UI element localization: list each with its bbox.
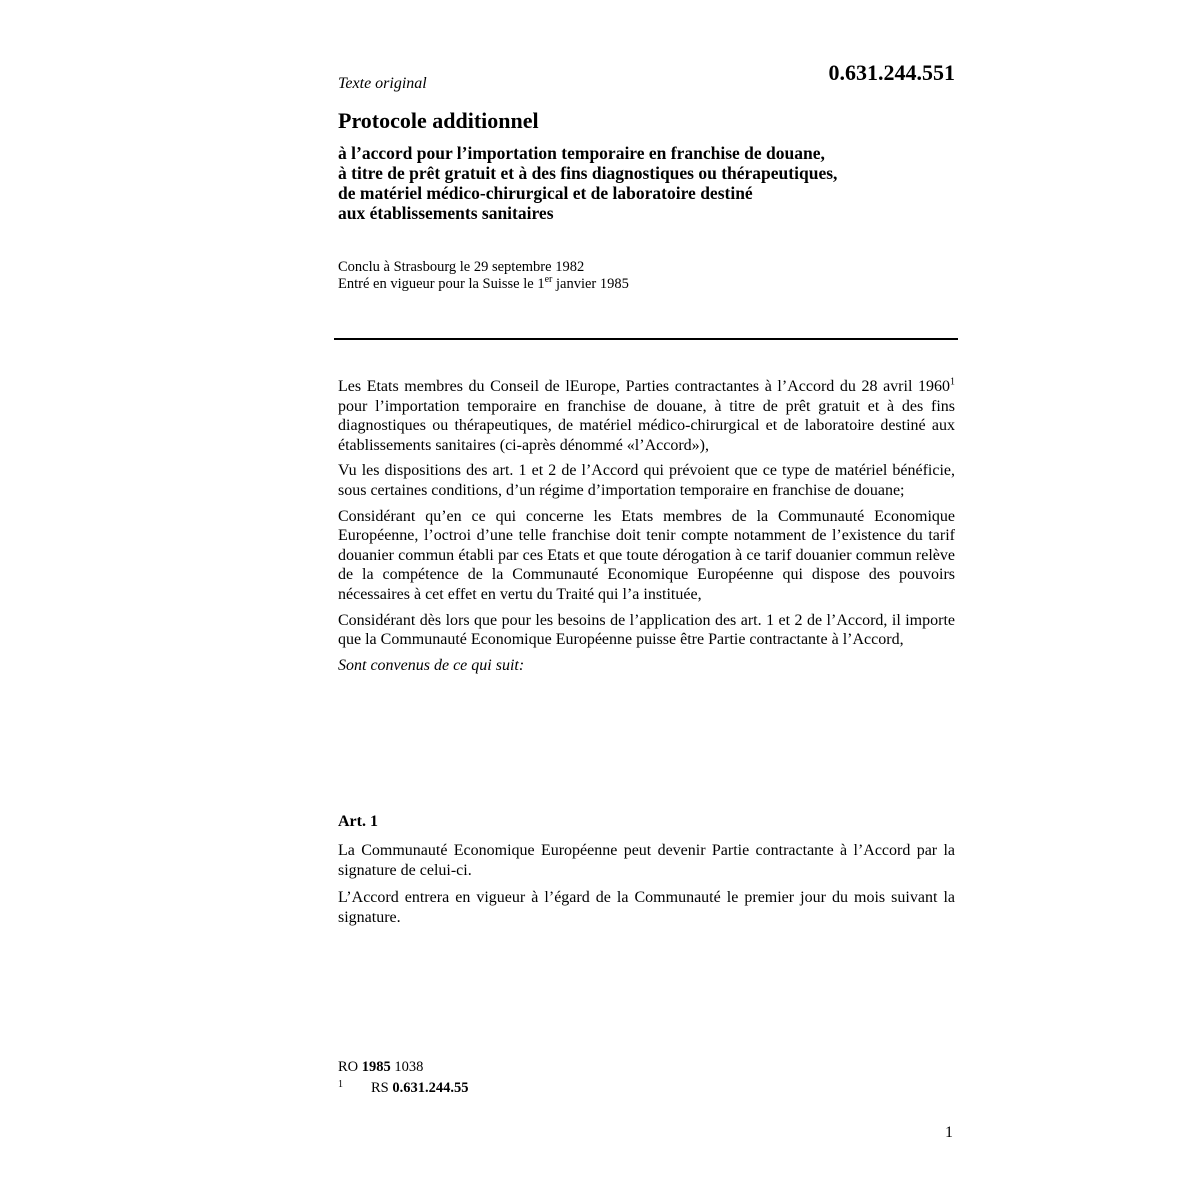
preamble-paragraph: Considérant qu’en ce qui concerne les Etats membres de la Communauté Economique Européenne, l’octroi d’une telle franchise doit tenir compte notamment de l’existence du tarif douanier commun établi par ces Etats et que toute dérogation à ce tarif douanier commun relève de la compétence de la Communauté Economique Européenne qui dispose des pouvoirs nécessaires à cet effet en vertu du Traité qui l’a instituée, [338,507,955,603]
footnote-mark: 1 [338,1079,343,1090]
preamble-paragraph: Considérant dès lors que pour les besoins de l’application des art. 1 et 2 de l’Accord, il importe que la Communauté Economique Européenne puisse être Partie contractante à l’Accord, [338,611,955,649]
document-meta [338,259,629,293]
entry-suffix: janvier 1985 [552,276,629,292]
preamble-text: Les Etats membres du Conseil de lEurope, Parties contractantes à l’Accord du 28 avril 1960 [338,378,950,395]
concluded-date: Conclu à Strasbourg le 29 septembre 1982 [338,259,585,275]
article-paragraph: L’Accord entrera en vigueur à l’égard de la Communauté le premier jour du mois suivant la signature. [338,889,955,926]
subtitle-line: à titre de prêt gratuit et à des fins diagnostiques ou thérapeutiques, [338,163,838,183]
ro-reference [338,1059,423,1076]
preamble-text: pour l’importation temporaire en franchise de douane, à titre de prêt gratuit et à des fins diagnostiques ou thérapeutiques, de matériel médico-chirurgical et de laboratoire destiné aux établissements sanitaires (ci-après dénommé «l’Accord»), [338,397,955,454]
document-subtitle [338,143,978,223]
footnote [338,1080,469,1097]
preamble [338,377,955,681]
subtitle-line: à l’accord pour l’importation temporaire en franchise de douane, [338,143,825,163]
preamble-paragraph [338,377,955,455]
preamble-closing: Sont convenus de ce qui suit: [338,656,525,674]
entry-prefix: Entré en vigueur pour la Suisse le 1 [338,276,545,292]
ro-year: 1985 [361,1059,391,1075]
preamble-paragraph: Vu les dispositions des art. 1 et 2 de l’Accord qui prévoient que ce type de matériel bénéficie, sous certaines conditions, d’un régime d’importation temporaire en franchise de douane; [338,462,955,499]
article-paragraph: La Communauté Economique Européenne peut devenir Partie contractante à l’Accord par la signature de celui-ci. [338,842,955,879]
article-1-heading: Art. 1 [338,813,378,830]
entry-superscript: er [544,274,553,286]
footnote-rs-number[interactable]: 0.631.244.55 [392,1080,469,1096]
original-text-label: Texte original [338,75,427,92]
page-number: 1 [945,1124,953,1141]
subtitle-line: aux établissements sanitaires [338,203,554,223]
document-title: Protocole additionnel [338,108,539,133]
entry-into-force [338,276,629,293]
article-1-body [338,841,955,935]
footnote-prefix: RS [371,1080,393,1096]
horizontal-divider [334,338,958,340]
ro-prefix: RO [338,1059,362,1075]
document-number: 0.631.244.551 [828,60,955,85]
subtitle-line: de matériel médico-chirurgical et de laboratoire destiné [338,183,753,203]
ro-page: 1038 [390,1059,424,1075]
footnote-reference[interactable]: 1 [950,376,955,388]
